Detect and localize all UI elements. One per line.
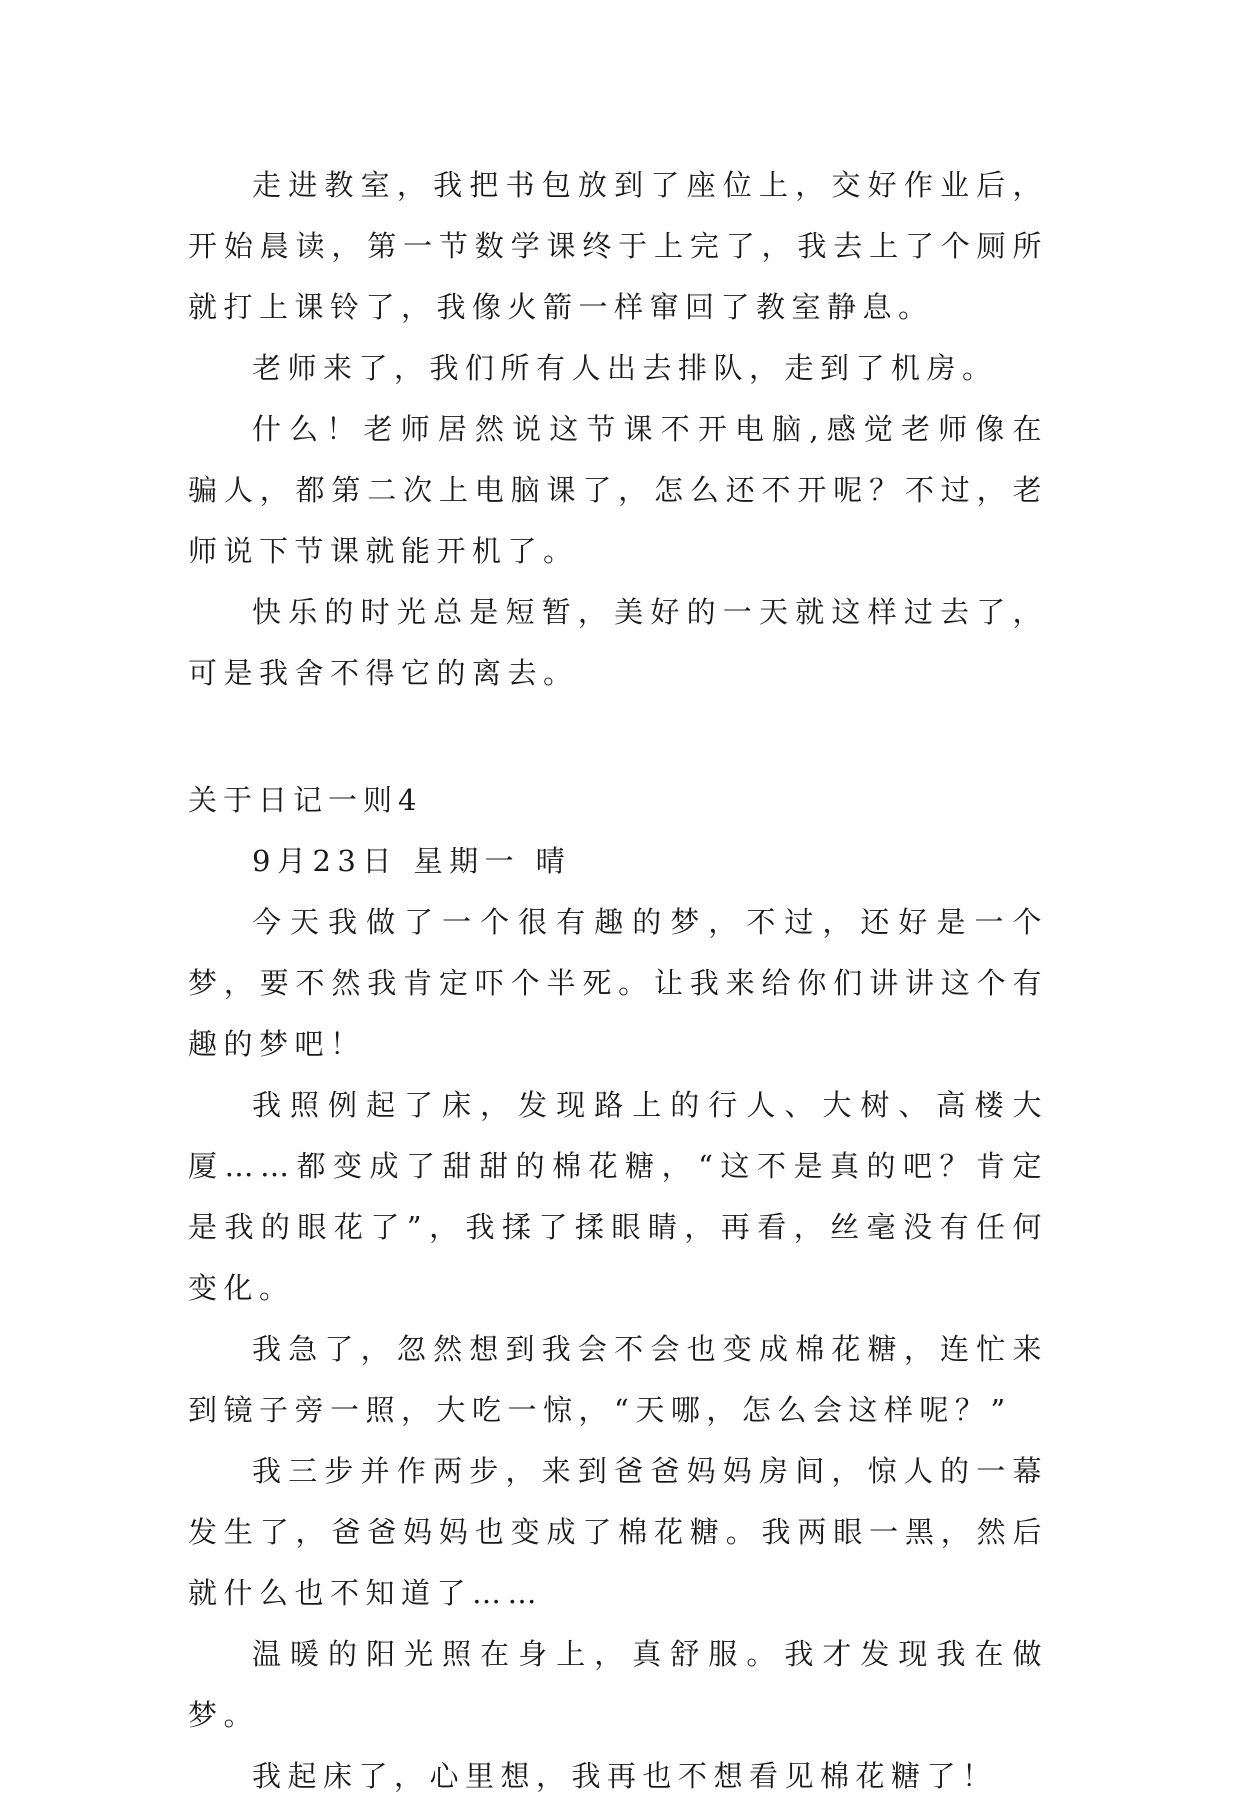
section-spacer (188, 704, 1048, 770)
paragraph: 我急了，忽然想到我会不会也变成棉花糖，连忙来到镜子旁一照，大吃一惊，“天哪，怎么会这样呢？” (188, 1332, 1048, 1427)
paragraph: 温暖的阳光照在身上，真舒服。我才发现我在做梦。 (188, 1637, 1048, 1732)
document-page (188, 155, 1048, 1807)
paragraph: 老师来了，我们所有人出去排队，走到了机房。 (252, 351, 998, 385)
paragraph: 快乐的时光总是短暂，美好的一天就这样过去了，可是我舍不得它的离去。 (188, 595, 1048, 690)
paragraph: 我起床了，心里想，我再也不想看见棉花糖了！ (252, 1759, 998, 1793)
paragraph: 走进教室，我把书包放到了座位上，交好作业后，开始晨读，第一节数学课终于上完了，我去上了个厕所就打上课铃了，我像火箭一样窜回了教室静息。 (188, 168, 1048, 324)
paragraph: 什么！老师居然说这节课不开电脑,感觉老师像在骗人，都第二次上电脑课了，怎么还不开呢？不过，老师说下节课就能开机了。 (188, 412, 1048, 568)
section-title: 关于日记一则4 (188, 783, 423, 817)
paragraph: 今天我做了一个很有趣的梦，不过，还好是一个梦，要不然我肯定吓个半死。让我来给你们讲讲这个有趣的梦吧！ (188, 905, 1048, 1061)
paragraph: 我三步并作两步，来到爸爸妈妈房间，惊人的一幕发生了，爸爸妈妈也变成了棉花糖。我两眼一黑，然后就什么也不知道了…… (188, 1454, 1048, 1610)
paragraph: 我照例起了床，发现路上的行人、大树、高楼大厦……都变成了甜甜的棉花糖，“这不是真的吧？肯定是我的眼花了”，我揉了揉眼睛，再看，丝毫没有任何变化。 (188, 1088, 1048, 1305)
date-line: 9月23日 星期一 晴 (252, 844, 572, 878)
